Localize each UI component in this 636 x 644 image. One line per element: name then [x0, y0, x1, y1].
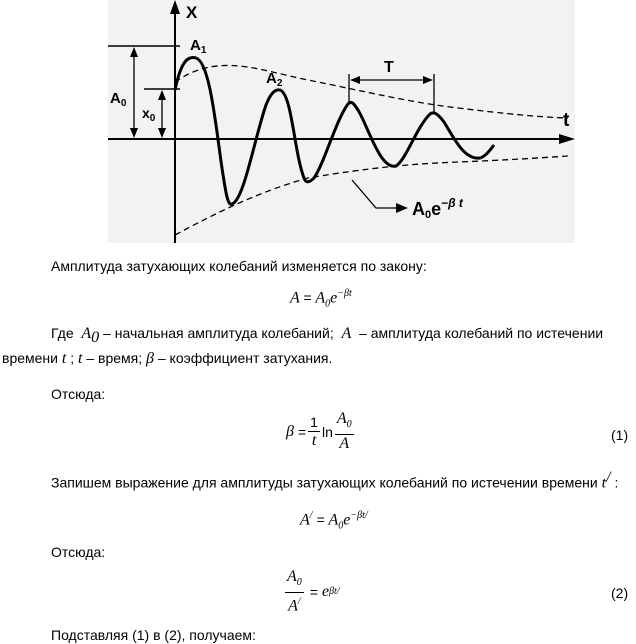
damped-oscillation-figure: [108, 0, 575, 243]
paragraph-hence-2: Отсюда:: [51, 544, 106, 560]
equation-number-1: (1): [611, 427, 629, 443]
paragraph-hence-1: Отсюда:: [51, 386, 106, 402]
equation-amplitude: $A = A_0e^{-\beta t}$: [290, 288, 352, 310]
equation-ratio: $\frac{A_0}{A^/}$ = e βt/: [287, 568, 340, 615]
paragraph-amplitude-at-t-prime: Запишем выражение для амплитуды затухающих колебаний по истечении времени t/ :: [51, 469, 619, 492]
x0-label: $x_0$: [142, 105, 156, 124]
t-axis-label: t: [563, 110, 570, 131]
paragraph-definitions-line1: Где $A_0$ – начальная амплитуда колебаний; A – амплитуда колебаний по истечении: [51, 325, 604, 346]
fraction-A0-over-A: $\frac{A_0}{A}$: [336, 410, 352, 453]
equation-amplitude-t-prime: $A^/ = A_0e^{-\beta t/}$: [300, 510, 368, 532]
paragraph-amplitude-law: Амплитуда затухающих колебаний изменяется по закону:: [51, 258, 427, 274]
envelope-formula-label: $A0e^{-\beta t}$: [412, 196, 463, 221]
A0-label: $A_0$: [110, 90, 127, 109]
A1-label: $A_1$: [190, 37, 207, 56]
x-axis-label: X: [186, 3, 198, 22]
T-label: T: [384, 59, 394, 76]
fraction-one-over-t: $\frac{1}{t}$: [310, 414, 318, 450]
equation-beta: β = $\frac{1}{t}$ ln $\frac{A_0}{A}$: [286, 410, 352, 453]
equation-number-2: (2): [611, 585, 629, 601]
paragraph-definitions-line2: времени t ; t – время; β – коэффициент затухания.: [2, 350, 333, 367]
fraction-A0-over-A-prime: $\frac{A_0}{A^/}$: [287, 568, 302, 615]
A2-label: $A_2$: [266, 70, 283, 89]
figure-background: [108, 0, 575, 243]
paragraph-substituting: Подставляя (1) в (2), получаем:: [51, 627, 256, 643]
